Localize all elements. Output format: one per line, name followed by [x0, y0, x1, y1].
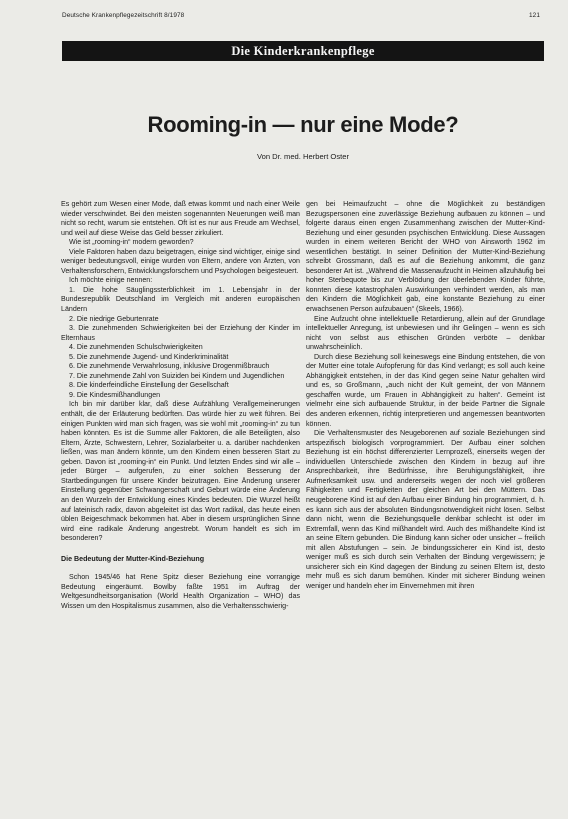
paragraph: Eine Aufzucht ohne intellektuelle Retardierung, allein auf der Grundlage intellektueller Anregung, ist unbewiesen und ihr Gelingen – wenn es sich nicht von selbst aus ethischen Gründen verböte – denkbar unwahrscheinlich. — [306, 314, 545, 352]
paragraph: 9. Die Kindesmißhandlungen — [69, 390, 161, 399]
paragraph: gen bei Heimaufzucht – ohne die Möglichkeit zu beständigen Bezugspersonen eine zuverlässige Beziehung aufbauen zu können – und folgerte daraus einen engen Zusammenhang zwischen der Mutter-Kind-Beziehung und einer gesunden psychischen Entwicklung. Diese Aussagen wurden in einem weiteren Bericht der WHO von Ainsworth 1962 im wesentlichen bestätigt. In seiner Definition der Mutter-Kind-Beziehung schreibt Grossmann, daß es auf die Beziehung ankommt, die ganz besonderer Art ist. „Während die Massenaufzucht in Heimen allzuhäufig bei hoher Sterbequote bis zur Verblödung der überlebenden Kinder führte, konnten diese katastrophalen Auswirkungen verhindert werden, als man den Kindern die Möglichkeit gab, eine konstante Beziehung zu einer erwachsenen Person aufzubauen“ (Skeels, 1966). — [306, 200, 545, 314]
paragraph: 7. Die zunehmende Zahl von Suiziden bei Kindern und Jugendlichen — [69, 371, 285, 380]
left-column — [61, 200, 300, 611]
paragraph: Die Verhaltensmuster des Neugeborenen auf soziale Beziehungen sind artspezifisch biologisch vorprogrammiert. Der Aufbau einer solchen Beziehung ist ein höchst differenzierter Lernprozeß, einerseits wegen der individuellen Unterschiede zwischen den Kindern in bezug auf ihre Ansprechbarkeit, ihre Bedürfnisse, ihre Beruhigungsfähigkeit, ihre Aufmerksamkeit usw. und andererseits wegen der noch viel größeren Fähigkeiten und Fertigkeiten der gleichen Art bei den Müttern. Das neugeborene Kind ist auf den Aufbau einer Bindung hin programmiert, d. h. es kann sich aus der absoluten Bindungsnotwendigkeit nicht lösen. Selbst dann nicht, wenn die Beziehungsquelle denkbar schlecht ist oder im Extremfall, wenn das Kind mißhandelt wird. Auch des mißhandelte Kind ist an seine Eltern gebunden. Die Bindung kann sicher oder unsicher – freilich mit allen Abstufungen – sein. Je bindungssicherer ein Kind ist, desto weniger muß es sich durch sein Verhalten der Bindung vergewissern; je unsicherer sich ein Kind dagegen der Bindung zu seinen Eltern ist, desto mehr muß es sich darum bemühen. Kinder mit sicherer Bindung weinen weniger und handeln eher im Einvernehmen mit ihren — [306, 429, 545, 590]
paragraph: 6. Die zunehmende Verwahrlosung, inklusive Drogenmißbrauch — [69, 362, 270, 371]
article-title: Rooming-in — nur eine Mode? — [147, 112, 459, 137]
running-head — [62, 12, 540, 19]
paragraph: Durch diese Beziehung soll keineswegs eine Bindung entstehen, die von der Mutter eine totale Aufopferung für das Kind verlangt; es soll auch keine Abhängigkeit entstehen, in der das Kind gegen seine Natur gehalten wird und es, so Großmann, „auch nicht der Kult gemeint, der von Männern geschaffen wurde, um Frauen in Abhängigkeit zu halten“. Gemeint ist vielmehr eine sich aufbauende Struktur, in der beide Partner die Signale des anderen erkennen, richtig interpretieren und angemessen beantworten können. — [306, 352, 545, 428]
paragraph: Ich möchte einige nennen: — [69, 276, 153, 285]
paragraph: Es gehört zum Wesen einer Mode, daß etwas kommt und nach einer Weile wieder verschwindet. Bei den meisten sogenannten Neuerungen weiß man nicht so recht, warum sie entstehen. Oft ist es nur aus Freude am Wechsel, und weil auf diese Weise das Geld besser zirkuliert. — [61, 200, 300, 237]
paragraph: 3. Die zunehmenden Schwierigkeiten bei der Erziehung der Kinder im Elternhaus — [61, 324, 300, 342]
right-column — [306, 200, 545, 591]
article-byline: Von Dr. med. Herbert Oster — [256, 152, 349, 161]
paragraph: Wie ist „rooming-in“ modern geworden? — [69, 238, 194, 247]
paragraph: 2. Die niedrige Geburtenrate — [69, 314, 159, 323]
paragraph: 5. Die zunehmende Jugend- und Kinderkriminalität — [69, 352, 229, 361]
page-number: 121 — [529, 12, 540, 19]
paragraph: Schon 1945/46 hat Rene Spitz dieser Beziehung eine vorrangige Bedeutung eingeräumt. Bowlby faßte 1951 im Auftrag der Weltgesundheitsorganisation (World Health Organization – WHO) das Wissen um den Hospitalismus zusammen, also die Verhaltensschwierig- — [61, 573, 300, 610]
paragraph: Viele Faktoren haben dazu beigetragen, einige sind wichtiger, einige sind weniger bedeutungsvoll, einige wurden von Eltern, andere von Ärzten, von Verhaltensforschern, Entwicklungsforschern und Psychologen beigesteuert. — [61, 247, 300, 275]
paragraph: Ich bin mir darüber klar, daß diese Aufzählung Verallgemeinerungen enthält, die der Erläuterung bedürften. Das würde hier zu weit führen. Bei einigen Punkten wird man sich fragen, was sie wohl mit „rooming-in“ zu tun haben könnten. Es ist die Summe aller Faktoren, die alle Beteiligten, also Eltern, Ärzte, Schwestern, Lehrer, Sozialarbeiter u. a. darüber nachdenken ließen, was man ändern könnte, um den Kindern einen besseren Start zu geben. Davon ist „rooming-in“ ein Punkt. Und letzten Endes sind wir alle – jeder Bürger – aufgerufen, zu einer solchen Besserung der Startbedingungen für unsere Kinder beizutragen. Eine Änderung unserer Einstellung gegenüber Schwangerschaft und Geburt würde eine Änderung an den Wurzeln der Entwicklung eines Kindes bedeuten. Die Wurzel heißt auf lateinisch radix, davon abgeleitet ist das Wort radikal, das heute einen üblen Beigeschmack bekommen hat. Aber in diesem ursprünglichen Sinne wird eine radikale Änderung angestrebt. Worum handelt es sich im besonderen? — [61, 400, 300, 543]
paragraph: 1. Die hohe Säuglingssterblichkeit im 1. Lebensjahr in der Bundesrepublik Deutschland im Vergleich mit anderen europäischen Ländern — [61, 285, 300, 314]
paragraph: 4. Die zunehmenden Schulschwierigkeiten — [69, 343, 203, 352]
paragraph: 8. Die kinderfeindliche Einstellung der Gesellschaft — [69, 381, 229, 390]
section-title: Die Kinderkrankenpflege — [231, 43, 375, 58]
section-banner — [62, 41, 544, 61]
journal-name: Deutsche Krankenpflegezeitschrift 8/1978 — [62, 12, 185, 19]
section-heading: Die Bedeutung der Mutter-Kind-Beziehung — [61, 554, 205, 563]
